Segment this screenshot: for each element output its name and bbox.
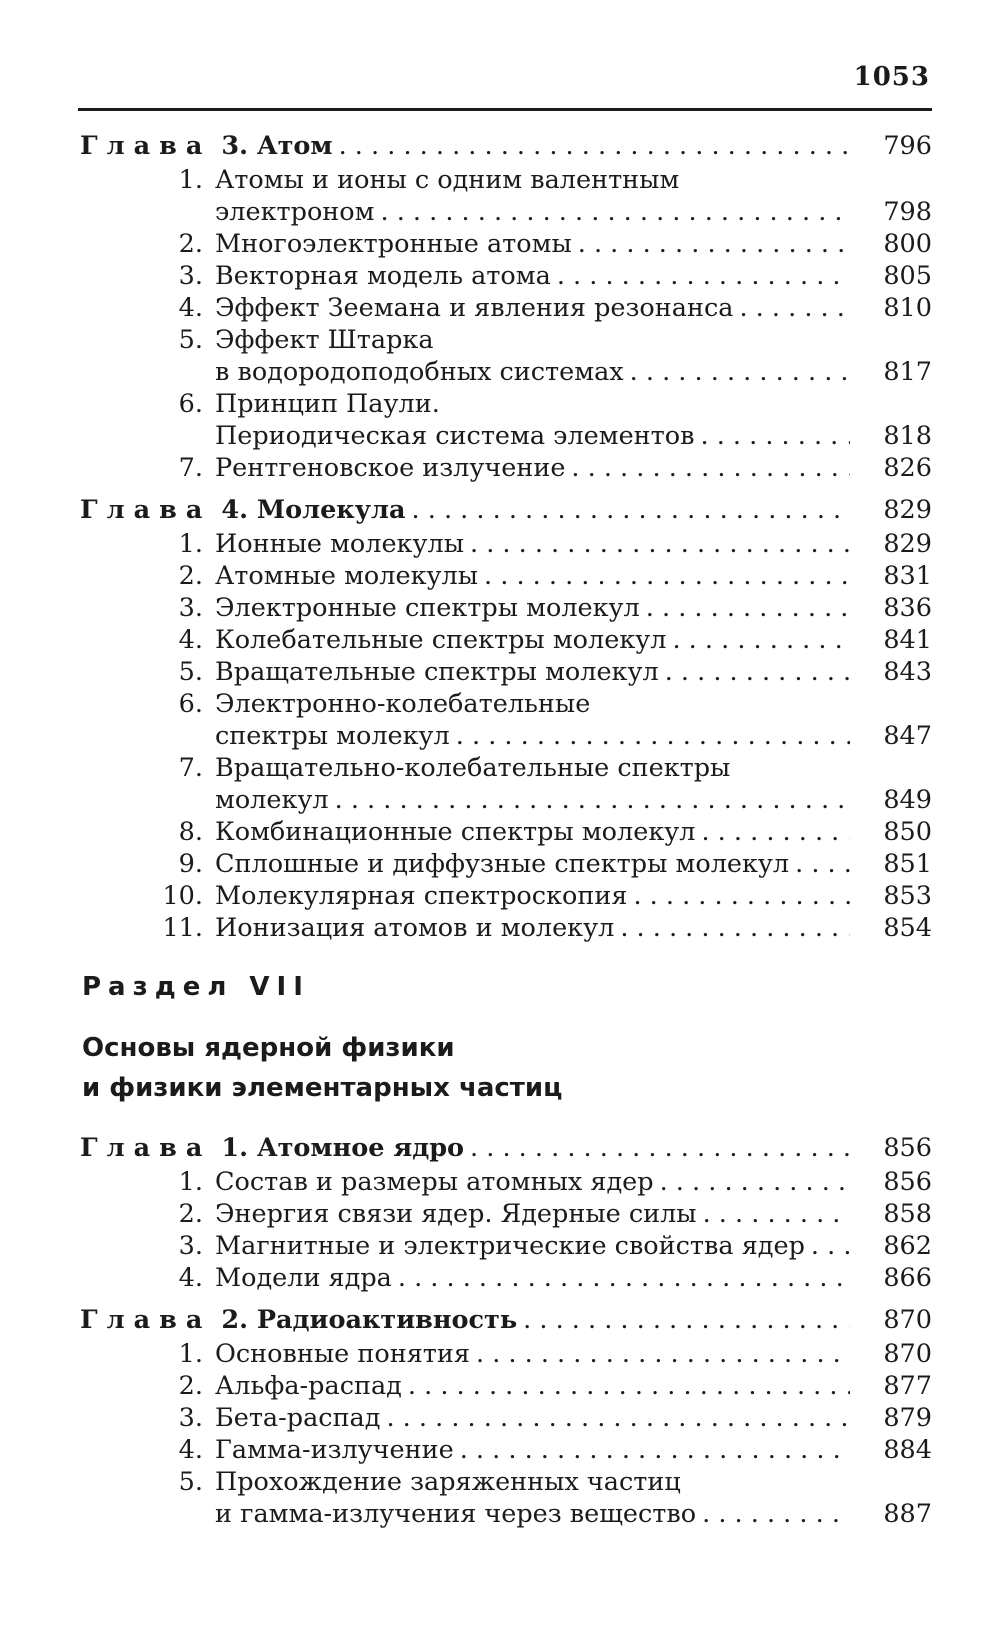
toc-entry — [0, 912, 1000, 944]
entry-title: Энергия связи ядер. Ядерные силы — [215, 1199, 697, 1229]
dot-leader — [464, 528, 850, 560]
entry-number: 10. — [162, 881, 203, 911]
entry-number: 5. — [178, 657, 203, 687]
chapter-page: 856 — [883, 1133, 932, 1163]
chapter-row — [0, 1130, 1000, 1166]
entry-page: 850 — [883, 817, 932, 847]
chapter-title: 4. Молекула — [221, 495, 406, 525]
entry-page: 800 — [883, 229, 932, 259]
entry-page: 805 — [883, 261, 932, 291]
entry-number: 2. — [178, 1371, 203, 1401]
entry-title: Сплошные и диффузные спектры молекул — [215, 849, 790, 879]
entry-page: 856 — [883, 1167, 932, 1197]
dot-leader — [333, 128, 850, 164]
dot-leader — [789, 848, 850, 880]
entry-number: 3. — [178, 593, 203, 623]
entry-page: 849 — [883, 785, 932, 815]
entry-number: 6. — [178, 689, 203, 719]
chapter-title: 2. Радиоактивность — [221, 1305, 518, 1335]
dot-leader — [695, 816, 850, 848]
entry-number: 3. — [178, 261, 203, 291]
entry-title: Основные понятия — [215, 1339, 470, 1369]
entry-page: 884 — [883, 1435, 932, 1465]
entry-page: 862 — [883, 1231, 932, 1261]
chapter-gap — [0, 484, 1000, 492]
entry-page: 843 — [883, 657, 932, 687]
toc-entry — [0, 688, 1000, 720]
dot-leader — [659, 656, 850, 688]
chapter-label: Глава — [80, 495, 212, 525]
entry-title: Принцип Паули. — [215, 389, 440, 419]
chapter-row — [0, 492, 1000, 528]
dot-leader — [374, 196, 850, 228]
entry-title: Атомные молекулы — [215, 561, 479, 591]
dot-leader — [406, 492, 850, 528]
entry-page: 841 — [883, 625, 932, 655]
entry-number: 1. — [178, 165, 203, 195]
toc-entry — [0, 656, 1000, 688]
entry-title: Вращательно-колебательные спектры — [215, 753, 731, 783]
toc-entry — [0, 260, 1000, 292]
dot-leader — [478, 560, 850, 592]
entry-page: 866 — [883, 1263, 932, 1293]
chapter-heading — [0, 128, 333, 164]
entry-page: 887 — [883, 1499, 932, 1529]
toc-entry — [0, 388, 1000, 420]
entry-title: Ионизация атомов и молекул — [215, 913, 615, 943]
entry-title: Эффект Штарка — [215, 325, 434, 355]
dot-leader — [450, 720, 850, 752]
entry-page: 817 — [883, 357, 932, 387]
chapter-page: 870 — [883, 1305, 932, 1335]
dot-leader — [470, 1338, 850, 1370]
entry-title-continuation: электроном — [215, 197, 375, 227]
chapter-heading — [0, 492, 406, 528]
entry-number: 7. — [178, 753, 203, 783]
toc-entry — [0, 560, 1000, 592]
page-number: 1053 — [853, 62, 930, 92]
entry-page: 836 — [883, 593, 932, 623]
chapter-label: Глава — [80, 1133, 212, 1163]
dot-leader — [805, 1230, 850, 1262]
entry-title: Комбинационные спектры молекул — [215, 817, 696, 847]
entry-title: Прохождение заряженных частиц — [215, 1467, 681, 1497]
entry-title: Альфа-распад — [215, 1371, 402, 1401]
header-rule — [78, 108, 932, 111]
entry-number: 1. — [178, 1339, 203, 1369]
entry-number: 2. — [178, 561, 203, 591]
toc-entry — [0, 848, 1000, 880]
entry-page: 810 — [883, 293, 932, 323]
entry-page: 831 — [883, 561, 932, 591]
toc-entry — [0, 292, 1000, 324]
chapter-title: 1. Атомное ядро — [221, 1133, 465, 1163]
chapter-heading — [0, 1302, 517, 1338]
toc-entry — [0, 528, 1000, 560]
entry-title-continuation: в водородоподобных системах — [215, 357, 624, 387]
entry-page: 858 — [883, 1199, 932, 1229]
dot-leader — [697, 1198, 850, 1230]
toc-entry — [0, 1198, 1000, 1230]
toc-section-a — [0, 128, 1000, 944]
entry-title: Многоэлектронные атомы — [215, 229, 572, 259]
entry-number: 3. — [178, 1403, 203, 1433]
toc-entry — [0, 880, 1000, 912]
part-title-line-2: и физики элементарных частиц — [82, 1073, 563, 1103]
toc-entry — [0, 592, 1000, 624]
toc-entry — [0, 1166, 1000, 1198]
entry-number: 1. — [178, 1167, 203, 1197]
dot-leader — [517, 1302, 850, 1338]
entry-number: 7. — [178, 453, 203, 483]
chapter-row — [0, 1302, 1000, 1338]
dot-leader — [565, 452, 850, 484]
entry-title: Молекулярная спектроскопия — [215, 881, 628, 911]
dot-leader — [392, 1262, 850, 1294]
chapter-page: 829 — [883, 495, 932, 525]
entry-page: 877 — [883, 1371, 932, 1401]
entry-title: Рентгеновское излучение — [215, 453, 566, 483]
toc-entry — [0, 816, 1000, 848]
toc-entry-continuation — [0, 356, 1000, 388]
toc-entry-continuation — [0, 196, 1000, 228]
entry-title: Атомы и ионы с одним валентным — [215, 165, 680, 195]
dot-leader — [624, 356, 850, 388]
chapter-label: Глава — [80, 131, 212, 161]
chapter-page: 796 — [883, 131, 932, 161]
entry-number: 5. — [178, 1467, 203, 1497]
entry-page: 853 — [883, 881, 932, 911]
toc-entry-continuation — [0, 784, 1000, 816]
entry-number: 4. — [178, 625, 203, 655]
dot-leader — [627, 880, 850, 912]
entry-title: Магнитные и электрические свойства ядер — [215, 1231, 805, 1261]
dot-leader — [402, 1370, 850, 1402]
toc-entry — [0, 228, 1000, 260]
entry-title: Электронно-колебательные — [215, 689, 591, 719]
part-title — [82, 1028, 562, 1108]
chapter-heading — [0, 1130, 464, 1166]
entry-number: 2. — [178, 1199, 203, 1229]
entry-title-continuation: и гамма-излучения через вещество — [215, 1499, 697, 1529]
dot-leader — [572, 228, 850, 260]
toc-entry — [0, 624, 1000, 656]
entry-title: Ионные молекулы — [215, 529, 464, 559]
chapter-row — [0, 128, 1000, 164]
entry-page: 847 — [883, 721, 932, 751]
chapter-gap — [0, 1294, 1000, 1302]
part-title-line-1: Основы ядерной физики — [82, 1033, 455, 1063]
dot-leader — [551, 260, 850, 292]
dot-leader — [640, 592, 850, 624]
toc-entry — [0, 1370, 1000, 1402]
toc-entry — [0, 164, 1000, 196]
entry-title-continuation: спектры молекул — [215, 721, 450, 751]
dot-leader — [329, 784, 850, 816]
toc-section-b — [0, 1130, 1000, 1530]
toc-entry — [0, 1262, 1000, 1294]
toc-entry-continuation — [0, 720, 1000, 752]
entry-number: 4. — [178, 1435, 203, 1465]
toc-entry — [0, 324, 1000, 356]
chapter-title: 3. Атом — [221, 131, 333, 161]
toc-entry — [0, 1402, 1000, 1434]
entry-title: Вращательные спектры молекул — [215, 657, 659, 687]
dot-leader — [614, 912, 850, 944]
toc-entry — [0, 1434, 1000, 1466]
entry-title: Колебательные спектры молекул — [215, 625, 667, 655]
toc-entry-continuation — [0, 420, 1000, 452]
entry-title: Состав и размеры атомных ядер — [215, 1167, 654, 1197]
dot-leader — [694, 420, 850, 452]
entry-title: Векторная модель атома — [215, 261, 551, 291]
entry-number: 9. — [178, 849, 203, 879]
toc-entry — [0, 1338, 1000, 1370]
entry-number: 6. — [178, 389, 203, 419]
entry-page: 798 — [883, 197, 932, 227]
entry-number: 3. — [178, 1231, 203, 1261]
entry-number: 5. — [178, 325, 203, 355]
entry-page: 818 — [883, 421, 932, 451]
toc-entry — [0, 1230, 1000, 1262]
dot-leader — [696, 1498, 850, 1530]
entry-page: 829 — [883, 529, 932, 559]
entry-page: 870 — [883, 1339, 932, 1369]
dot-leader — [733, 292, 850, 324]
entry-number: 2. — [178, 229, 203, 259]
entry-title: Модели ядра — [215, 1263, 392, 1293]
dot-leader — [454, 1434, 850, 1466]
entry-number: 4. — [178, 293, 203, 323]
entry-number: 11. — [162, 913, 203, 943]
part-label: Раздел VII — [82, 972, 310, 1002]
entry-page: 851 — [883, 849, 932, 879]
chapter-label: Глава — [80, 1305, 212, 1335]
toc-entry-continuation — [0, 1498, 1000, 1530]
entry-number: 8. — [178, 817, 203, 847]
entry-page: 854 — [883, 913, 932, 943]
dot-leader — [464, 1130, 850, 1166]
dot-leader — [380, 1402, 850, 1434]
entry-number: 1. — [178, 529, 203, 559]
entry-page: 826 — [883, 453, 932, 483]
entry-number: 4. — [178, 1263, 203, 1293]
entry-title: Бета-распад — [215, 1403, 381, 1433]
toc-entry — [0, 1466, 1000, 1498]
entry-title: Гамма-излучение — [215, 1435, 454, 1465]
dot-leader — [666, 624, 850, 656]
entry-title: Электронные спектры молекул — [215, 593, 640, 623]
entry-title: Эффект Зеемана и явления резонанса — [215, 293, 734, 323]
dot-leader — [654, 1166, 850, 1198]
toc-entry — [0, 452, 1000, 484]
entry-title-continuation: молекул — [215, 785, 329, 815]
entry-page: 879 — [883, 1403, 932, 1433]
entry-title-continuation: Периодическая система элементов — [215, 421, 695, 451]
toc-entry — [0, 752, 1000, 784]
